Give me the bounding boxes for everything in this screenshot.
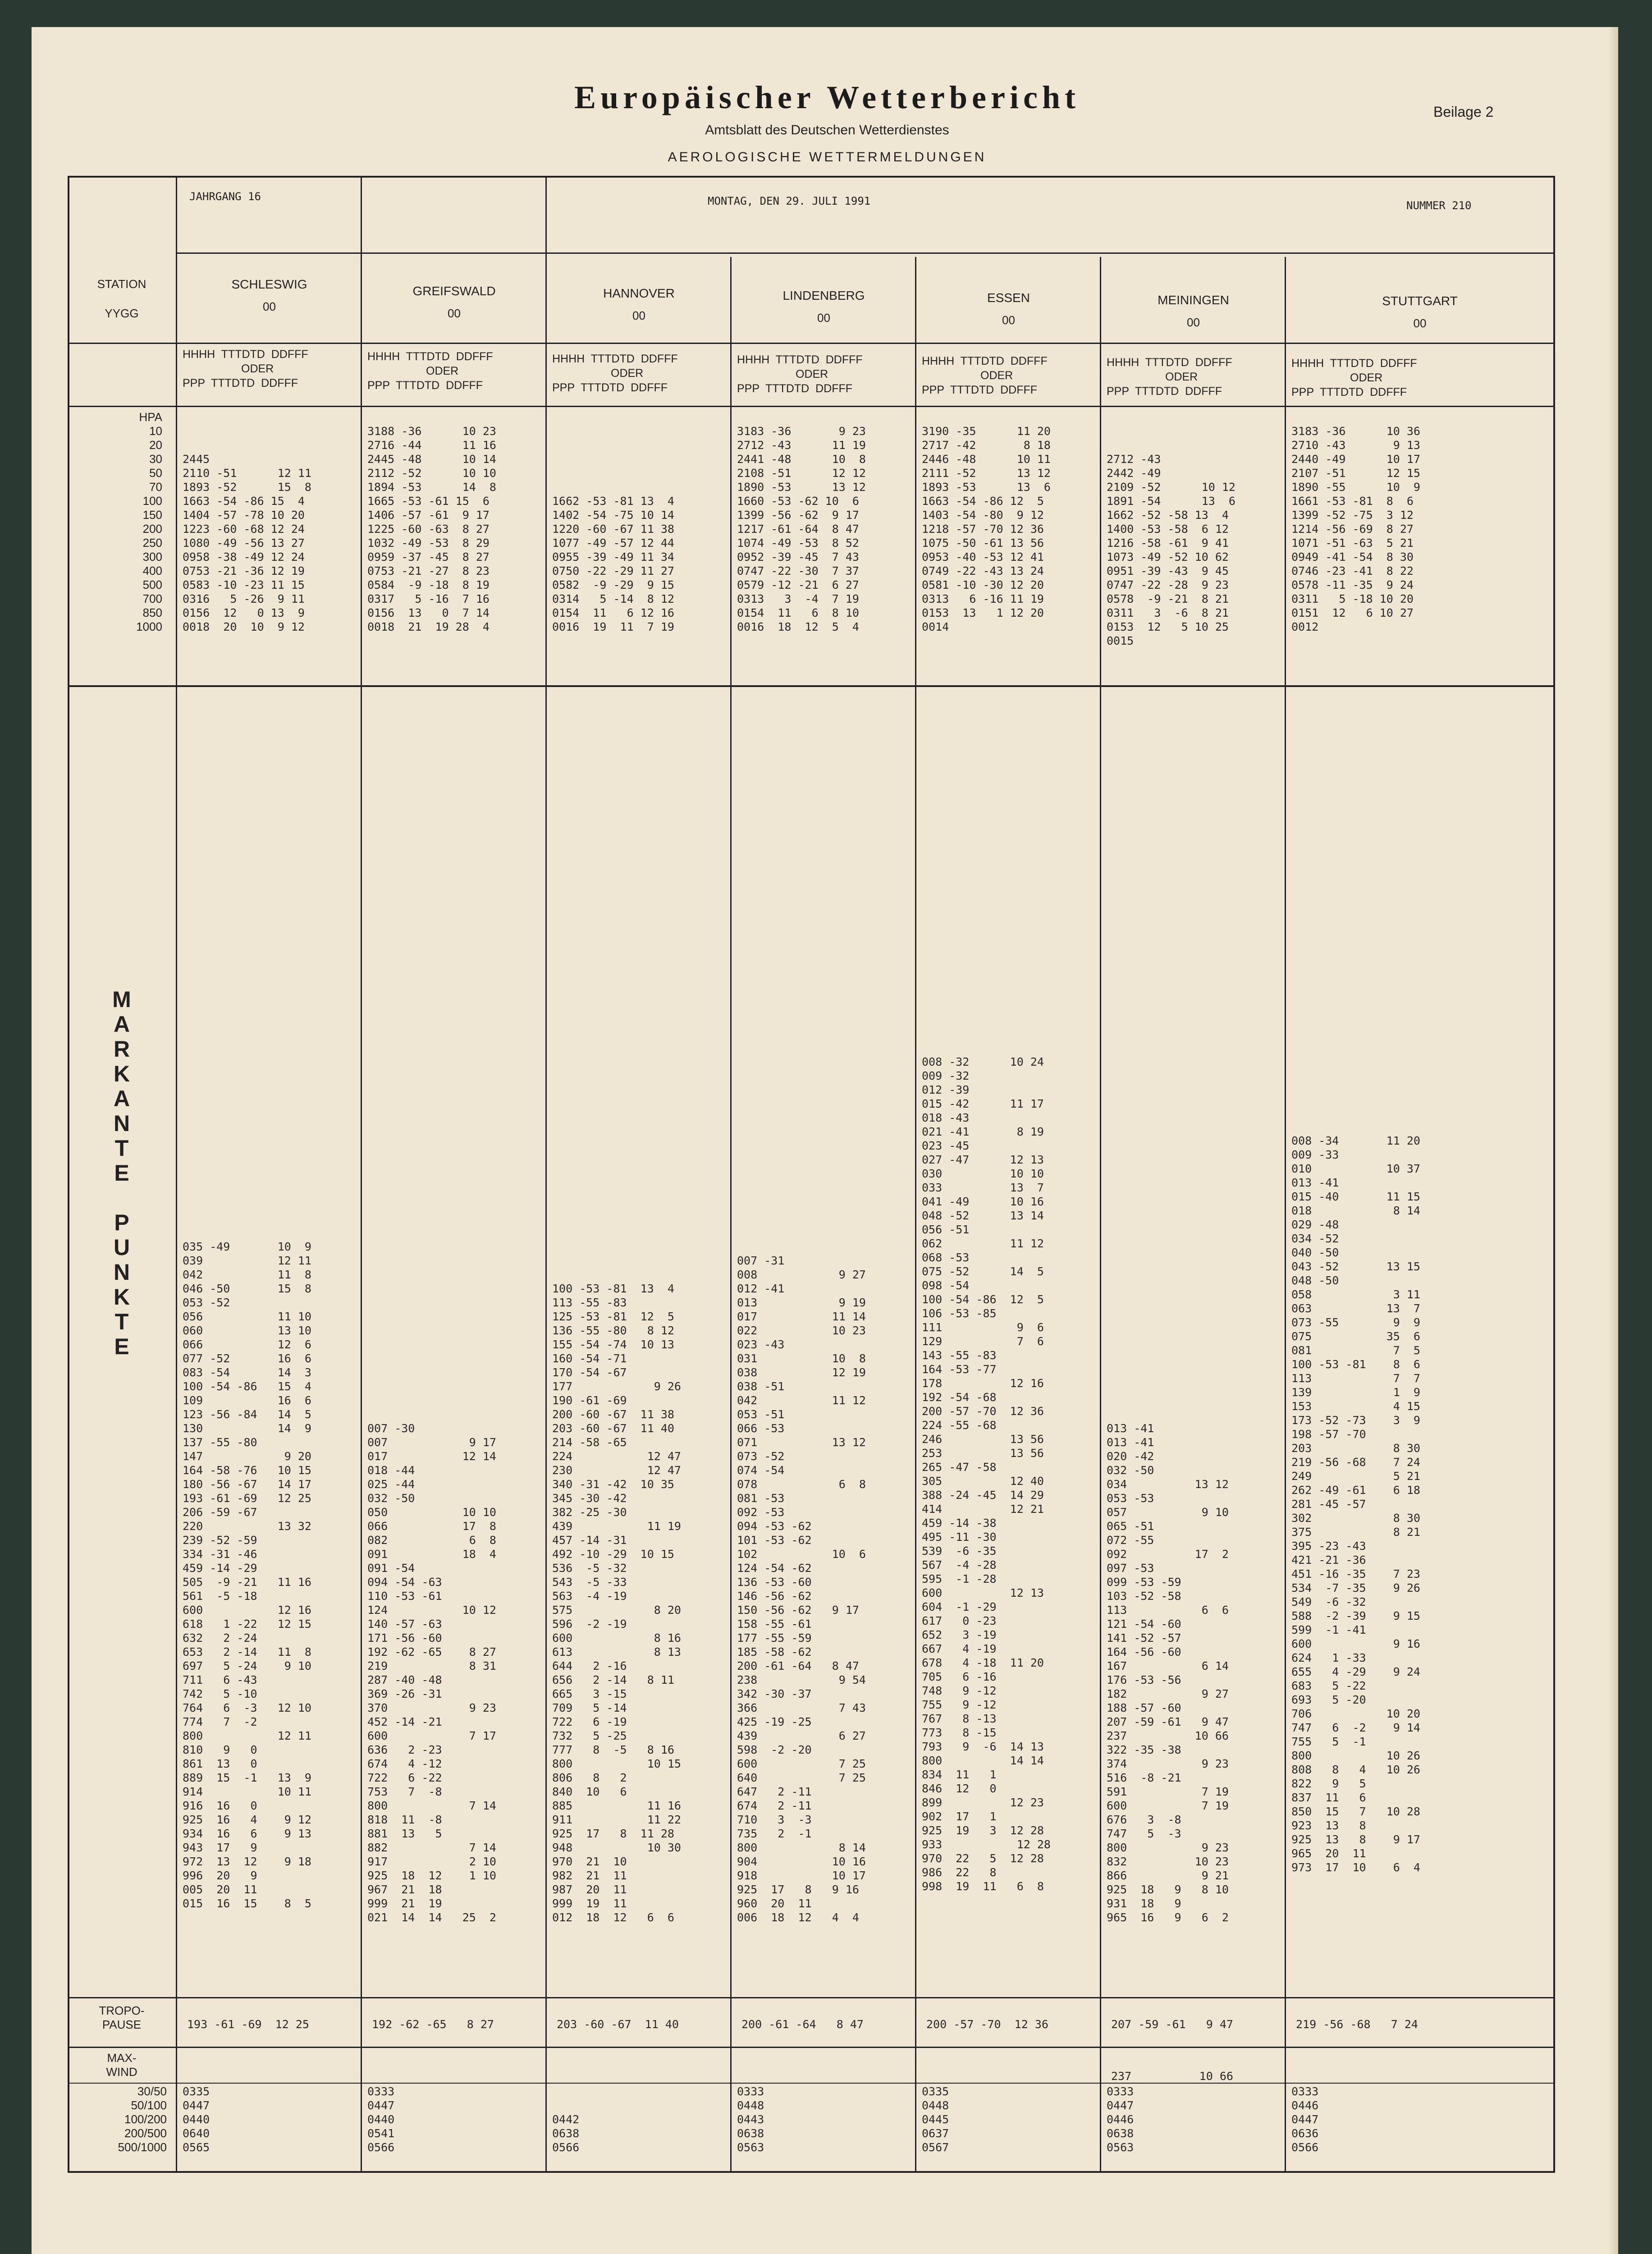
shear-essen: 0335 0448 0445 0637 0567 xyxy=(922,2085,949,2154)
station-name-essen: ESSEN xyxy=(987,291,1030,305)
std-levels-hannover: 1662 -53 -81 13 4 1402 -54 -75 10 14 1220 -60 -67 11 38 1077 -49 -57 12 44 0955 -39 -49 11 34 0750 -22 -29 11 27 0582 -9 -29 9 15 0314 5 -14 8 12 0154 11 6 12 16 0016 19 11 7 19 xyxy=(552,495,674,633)
maxwind-label: MAX- WIND xyxy=(106,2051,137,2079)
sig-points-essen: 008 -32 10 24 009 -32 012 -39 015 -42 11 17 018 -43 021 -41 8 19 023 -45 027 -47 12 13 030 10 10 033 13 7 041 -49 10 16 048 -52 13 14 056 -51 062 11 12 068 -53 075 -52 14 5 098 -54 100 -54 -86 12 5 106 -53 -85 111 9 6 129 7 6 143 -55 -83 164 -53 -77 178 12 16 192 -54 -68 200 -57 -70 12 36 224 -55 -68 246 13 56 253 13 56 265 -47 -58 305 12 40 388 -24 -45 14 29 414 12 21 459 -14 -38 495 -11 -30 539 -6 -35 567 -4 -28 595 -1 -28 600 12 13 604 -1 -29 617 0 -23 652 3 -19 667 4 -19 678 4 -18 11 20 705 6 -16 748 9 -12 755 9 -12 767 8 -13 773 8 -15 793 9 -6 14 13 800 14 14 834 11 1 846 12 0 899 12 23 902 17 1 925 19 3 12 28 933 12 28 970 22 5 12 28 986 22 8 998 19 11 6 8 xyxy=(922,1055,1051,1893)
col-header-schleswig: HHHH TTTDTD DDFFF ODER PPP TTTDTD DDFFF xyxy=(183,348,308,389)
shear-hannover: 0442 0638 0566 xyxy=(552,2113,580,2154)
sig-points-hannover: 100 -53 -81 13 4 113 -55 -83 125 -53 -81 12 5 136 -55 -80 8 12 155 -54 -74 10 13 160 -54 -71 170 -54 -67 177 9 26 190 -61 -69 200 -60 -67 11 38 203 -60 -67 11 40 214 -58 -65 224 12 47 230 12 47 340 -31 -42 10 35 345 -30 -42 382 -25 -30 439 11 19 457 -14 -31 492 -10 -29 10 15 536 -5 -32 543 -5 -33 563 -4 -19 575 8 20 596 -2 -19 600 8 16 613 8 13 644 2 -16 656 2 -14 8 11 665 3 -15 709 5 -14 722 6 -19 732 5 -25 777 8 -5 8 16 800 10 15 806 8 2 840 10 6 885 11 16 911 11 22 925 17 8 11 28 948 10 30 970 21 10 982 21 11 987 20 11 999 19 11 012 18 12 6 6 xyxy=(552,1282,681,1924)
std-levels-greifswald: 3188 -36 10 23 2716 -44 11 16 2445 -48 10 14 2112 -52 10 10 1894 -53 14 8 1665 -53 -61 15 6 1406 -57 -61 9 17 1225 -60 -63 8 27 1032 -49 -53 8 29 0959 -37 -45 8 27 0753 -21 -27 8 23 0584 -9 -18 8 19 0317 5 -16 7 16 0156 13 0 7 14 0018 21 19 28 4 xyxy=(367,425,496,633)
trop-meiningen: 207 -59 -61 9 47 xyxy=(1111,2018,1233,2031)
trop-schleswig: 193 -61 -69 12 25 xyxy=(187,2018,309,2031)
pressure-levels: 10 20 30 50 70 100 150 200 250 300 400 500 700 850 1000 xyxy=(136,424,162,633)
station-yygg-hannover: 00 xyxy=(632,309,645,322)
issue-date: MONTAG, DEN 29. JULI 1991 xyxy=(708,195,871,207)
station-name-lindenberg: LINDENBERG xyxy=(783,289,865,302)
maxwind-meiningen: 237 10 66 xyxy=(1111,2070,1233,2083)
trop-lindenberg: 200 -61 -64 8 47 xyxy=(741,2018,864,2031)
shear-meiningen: 0333 0447 0446 0638 0563 xyxy=(1107,2085,1134,2154)
std-levels-schleswig: 2445 2110 -51 12 11 1893 -52 15 8 1663 -54 -86 15 4 1404 -57 -78 10 20 1223 -60 -68 12 24 1080 -49 -56 13 27 0958 -38 -49 12 24 0753 -21 -36 12 19 0583 -10 -23 11 15 0316 5 -26 9 11 0156 12 0 13 9 0018 20 10 9 12 xyxy=(183,453,311,633)
station-yygg-meiningen: 00 xyxy=(1187,316,1200,329)
col-header-lindenberg: HHHH TTTDTD DDFFF ODER PPP TTTDTD DDFFF xyxy=(737,353,863,395)
tropopause-label: TROPO- PAUSE xyxy=(99,2004,145,2031)
trop-greifswald: 192 -62 -65 8 27 xyxy=(372,2018,494,2031)
station-yygg-lindenberg: 00 xyxy=(817,311,830,325)
station-yygg-greifswald: 00 xyxy=(448,307,461,320)
col-header-stuttgart: HHHH TTTDTD DDFFF ODER PPP TTTDTD DDFFF xyxy=(1291,357,1417,399)
shear-schleswig: 0335 0447 0440 0640 0565 xyxy=(183,2085,210,2154)
document-page xyxy=(32,27,1618,2254)
station-name-greifswald: GREIFSWALD xyxy=(412,284,496,298)
std-levels-meiningen: 2712 -43 2442 -49 2109 -52 10 12 1891 -54 13 6 1662 -52 -58 13 4 1400 -53 -58 6 12 1216 -58 -61 9 41 1073 -49 -52 10 62 0951 -39 -43 9 45 0747 -22 -28 9 23 0578 -9 -21 8 21 0311 3 -6 8 21 0153 12 5 10 25 0015 xyxy=(1107,453,1236,647)
trop-essen: 200 -57 -70 12 36 xyxy=(926,2018,1048,2031)
issue-number: NUMMER 210 xyxy=(1406,199,1472,212)
station-yygg-stuttgart: 00 xyxy=(1413,316,1427,330)
std-levels-stuttgart: 3183 -36 10 36 2710 -43 9 13 2440 -49 10 17 2107 -51 12 15 1890 -55 10 9 1661 -53 -81 8 6 1399 -52 -75 3 12 1214 -56 -69 8 27 1071 -51 -63 5 21 0949 -41 -54 8 30 0746 -23 -41 8 22 0578 -11 -35 9 24 0311 5 -18 10 20 0151 12 6 10 27 0012 xyxy=(1291,425,1420,633)
shear-lindenberg: 0333 0448 0443 0638 0563 xyxy=(737,2085,764,2154)
markante-punkte-label: M A R K A N T E P U N K T E xyxy=(112,987,131,1359)
sig-points-stuttgart: 008 -34 11 20 009 -33 010 10 37 013 -41 015 -40 11 15 018 8 14 029 -48 034 -52 040 -50 043 -52 13 15 048 -50 058 3 11 063 13 7 073 -55 9 9 075 35 6 081 7 5 100 -53 -81 8 6 113 7 7 139 1 9 153 4 15 173 -52 -73 3 9 198 -57 -70 203 8 30 219 -56 -68 7 24 249 5 21 262 -49 -61 6 18 281 -45 -57 302 8 30 375 8 21 395 -23 -43 421 -21 -36 451 -16 -35 7 23 534 -7 -35 9 26 549 -6 -32 588 -2 -39 9 15 599 -1 -41 600 9 16 624 1 -33 655 4 -29 9 24 683 5 -22 693 5 -20 706 10 20 747 6 -2 9 14 755 5 -1 800 10 26 808 8 4 10 26 822 9 5 837 11 6 850 15 7 10 28 923 13 8 925 13 8 9 17 965 20 11 973 17 10 6 4 xyxy=(1291,1134,1420,1874)
sig-points-greifswald: 007 -30 007 9 17 017 12 14 018 -44 025 -44 032 -50 050 10 10 066 17 8 082 6 8 091 18 4 091 -54 094 -54 -63 110 -53 -61 124 10 12 140 -57 -63 171 -56 -60 192 -62 -65 8 27 219 8 31 287 -40 -48 369 -26 -31 370 9 23 452 -14 -21 600 7 17 636 2 -23 674 4 -12 722 6 -22 753 7 -8 800 7 14 818 11 -8 881 13 5 882 7 14 917 2 10 925 18 12 1 10 967 21 18 999 21 19 021 14 14 25 2 xyxy=(367,1422,496,1924)
jahrgang-label: JAHRGANG 16 xyxy=(189,190,261,203)
page-subtitle: Amtsblatt des Deutschen Wetterdienstes xyxy=(705,123,949,137)
std-levels-essen: 3190 -35 11 20 2717 -42 8 18 2446 -48 10 11 2111 -52 13 12 1893 -53 13 6 1663 -54 -86 12 5 1403 -54 -80 9 12 1218 -57 -70 12 36 1075 -50 -61 13 56 0953 -40 -53 12 41 0749 -22 -43 13 24 0581 -10 -30 12 20 0313 6 -16 11 19 0153 13 1 12 20 0014 xyxy=(922,425,1051,633)
trop-stuttgart: 219 -56 -68 7 24 xyxy=(1296,2018,1418,2031)
sig-points-schleswig: 035 -49 10 9 039 12 11 042 11 8 046 -50 15 8 053 -52 056 11 10 060 13 10 066 12 6 077 -52 16 6 083 -54 14 3 100 -54 -86 15 4 109 16 6 123 -56 -84 14 5 130 14 9 137 -55 -80 147 9 20 164 -58 -76 10 15 180 -56 -67 14 17 193 -61 -69 12 25 206 -59 -67 220 13 32 239 -52 -59 334 -31 -46 459 -14 -29 505 -9 -21 11 16 561 -5 -18 600 12 16 618 1 -22 12 15 632 2 -24 653 2 -14 11 8 697 5 -24 9 10 711 6 -43 742 5 -10 764 6 -3 12 10 774 7 -2 800 12 11 810 9 0 861 13 0 889 15 -1 13 9 914 10 11 916 16 0 925 16 4 9 12 934 16 6 9 13 943 17 9 972 13 12 9 18 996 20 9 005 20 11 015 16 15 8 5 xyxy=(183,1240,311,1910)
col-header-greifswald: HHHH TTTDTD DDFFF ODER PPP TTTDTD DDFFF xyxy=(367,350,493,392)
station-yygg-schleswig: 00 xyxy=(263,300,276,313)
sig-points-lindenberg: 007 -31 008 9 27 012 -41 013 9 19 017 11 14 022 10 23 023 -43 031 10 8 038 12 19 038 -51 042 11 12 053 -51 066 -53 071 13 12 073 -52 074 -54 078 6 8 081 -53 092 -53 094 -53 -62 101 -53 -62 102 10 6 124 -54 -62 136 -53 -60 146 -56 -62 150 -56 -62 9 17 158 -55 -61 177 -55 -59 185 -58 -62 200 -61 -64 8 47 238 9 54 342 -30 -37 366 7 43 425 -19 -25 439 6 27 598 -2 -20 600 7 25 640 7 25 647 2 -11 674 2 -11 710 3 -3 735 2 -1 800 8 14 904 10 16 918 10 17 925 17 8 9 16 960 20 11 006 18 12 4 4 xyxy=(737,1254,866,1924)
shear-levels: 30/50 50/100 100/200 200/500 500/1000 xyxy=(118,2084,167,2154)
sig-points-meiningen: 013 -41 013 -41 020 -42 032 -50 034 13 12 053 -53 057 9 10 065 -51 072 -55 092 17 2 097 -53 099 -53 -59 103 -52 -58 113 6 6 121 -54 -60 141 -52 -57 164 -56 -60 167 6 14 176 -53 -56 182 9 27 188 -57 -60 207 -59 -61 9 47 237 10 66 322 -35 -38 374 9 23 516 -8 -21 591 7 19 600 7 19 676 3 -8 747 5 -3 800 9 23 832 10 23 866 9 21 925 18 9 8 10 931 18 9 965 16 9 6 2 xyxy=(1107,1422,1229,1924)
station-name-stuttgart: STUTTGART xyxy=(1382,294,1458,308)
station-name-hannover: HANNOVER xyxy=(603,286,675,300)
shear-greifswald: 0333 0447 0440 0541 0566 xyxy=(367,2085,395,2154)
trop-hannover: 203 -60 -67 11 40 xyxy=(557,2018,679,2031)
hpa-label: HPA xyxy=(139,410,162,424)
data-table xyxy=(68,176,1555,2173)
yygg-label: YYGG xyxy=(105,307,139,320)
supplement-label: Beilage 2 xyxy=(1433,104,1494,120)
std-levels-lindenberg: 3183 -36 9 23 2712 -43 11 19 2441 -48 10 8 2108 -51 12 12 1890 -53 13 12 1660 -53 -62 10 6 1399 -56 -62 9 17 1217 -61 -64 8 47 1074 -49 -53 8 52 0952 -39 -45 7 43 0747 -22 -30 7 37 0579 -12 -21 6 27 0313 3 -4 7 19 0154 11 6 8 10 0016 18 12 5 4 xyxy=(737,425,866,633)
station-name-meiningen: MEININGEN xyxy=(1158,293,1229,307)
station-yygg-essen: 00 xyxy=(1002,313,1015,327)
col-header-hannover: HHHH TTTDTD DDFFF ODER PPP TTTDTD DDFFF xyxy=(552,353,678,394)
station-label: STATION xyxy=(97,277,146,291)
col-header-essen: HHHH TTTDTD DDFFF ODER PPP TTTDTD DDFFF xyxy=(922,355,1048,396)
col-header-meiningen: HHHH TTTDTD DDFFF ODER PPP TTTDTD DDFFF xyxy=(1107,356,1232,398)
station-name-schleswig: SCHLESWIG xyxy=(231,277,307,291)
section-title: AEROLOGISCHE WETTERMELDUNGEN xyxy=(668,150,987,165)
page-title: Europäischer Wetterbericht xyxy=(574,79,1080,115)
shear-stuttgart: 0333 0446 0447 0636 0566 xyxy=(1291,2085,1319,2154)
